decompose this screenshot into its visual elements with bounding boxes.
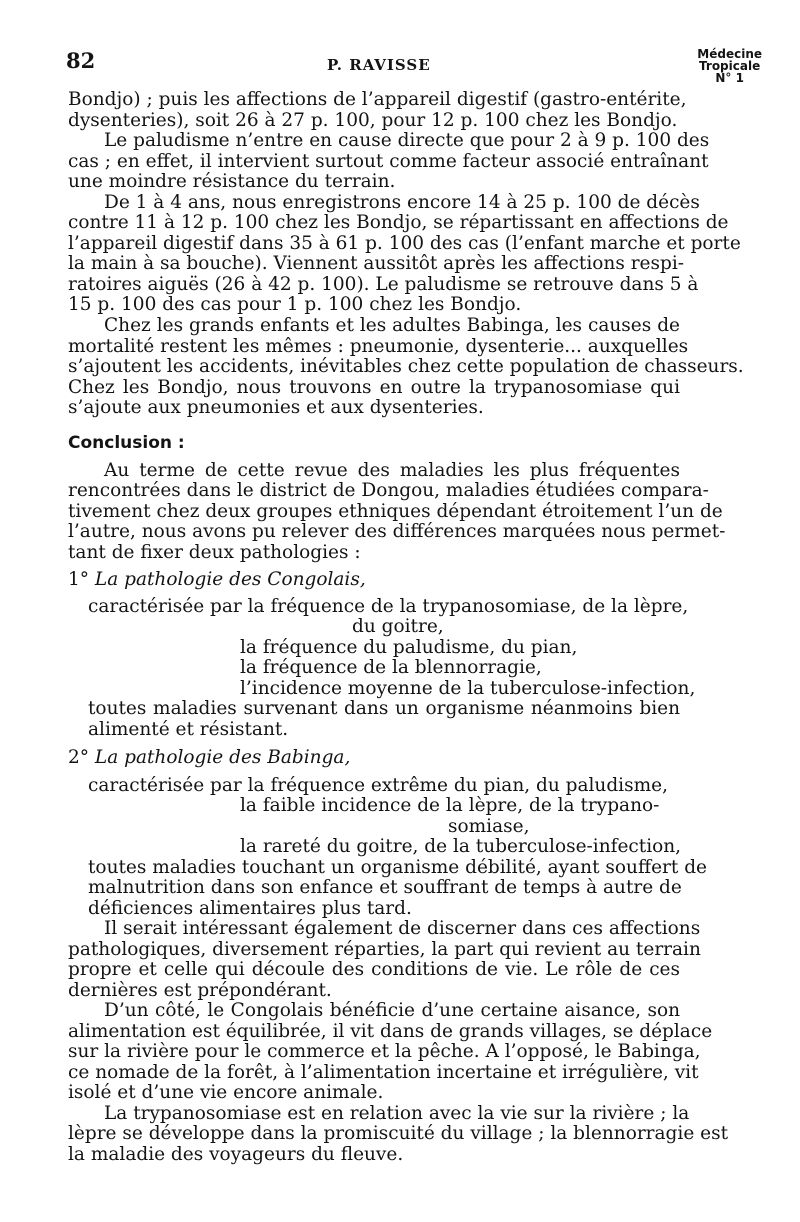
paragraph-line: De 1 à 4 ans, nous enregistrons encore 14 à 25 p. 100 de décès [104, 192, 700, 213]
paragraph-line: l’appareil digestif dans 35 à 61 p. 100 des cas (l’enfant marche et porte [68, 233, 741, 254]
list-item-heading: La pathologie des Congolais, [94, 569, 366, 590]
list-line: malnutrition dans son enfance et souffrant de temps à autre de [88, 877, 682, 898]
paragraph-line: s’ajoute aux pneumonies et aux dysenteries. [68, 397, 484, 418]
paragraph-line: une moindre résistance du terrain. [68, 171, 396, 192]
list-line: déficiences alimentaires plus tard. [88, 898, 412, 919]
paragraph-line: ce nomade de la forêt, à l’alimentation incertaine et irrégulière, vit [68, 1062, 699, 1083]
paragraph-line: l’autre, nous avons pu relever des différences marquées nous permet- [68, 521, 726, 542]
journal-line-1: Médecine [697, 47, 762, 61]
list-line: l’incidence moyenne de la tuberculose-infection, [240, 678, 696, 699]
paragraph-line: cas ; en effet, il intervient surtout comme facteur associé entraînant [68, 151, 709, 172]
section-heading: Conclusion : [68, 433, 185, 453]
paragraph-line: rencontrées dans le district de Dongou, maladies étudiées compara- [68, 480, 709, 501]
list-line: la faible incidence de la lèpre, de la trypano- [240, 795, 660, 816]
paragraph-line: tant de fixer deux pathologies : [68, 542, 361, 563]
list-line: caractérisée par la fréquence extrême du pian, du paludisme, [88, 775, 668, 796]
paragraph-line: tivement chez deux groupes ethniques dépendant étroitement l’un de [68, 501, 723, 522]
paragraph-line: la maladie des voyageurs du fleuve. [68, 1144, 404, 1165]
list-line: du goitre, [352, 616, 444, 637]
paragraph-line: Le paludisme n’entre en cause directe que pour 2 à 9 p. 100 des [104, 130, 710, 151]
journal-line-2: Tropicale [699, 59, 761, 73]
paragraph-line: Il serait intéressant également de discerner dans ces affections [104, 918, 701, 939]
paragraph-line: dysenteries), soit 26 à 27 p. 100, pour 12 p. 100 chez les Bondjo. [68, 110, 678, 131]
paragraph-line: contre 11 à 12 p. 100 chez les Bondjo, se répartissant en affections de [68, 212, 729, 233]
list-item-number: 2° [68, 747, 90, 768]
paragraph-line: La trypanosomiase est en relation avec la vie sur la rivière ; la [104, 1103, 690, 1124]
paragraph-line: dernières est prépondérant. [68, 980, 332, 1001]
list-line: alimenté et résistant. [88, 719, 289, 740]
list-line: la rareté du goitre, de la tuberculose-infection, [240, 836, 682, 857]
paragraph-line: s’ajoutent les accidents, inévitables chez cette population de chasseurs. [68, 356, 744, 377]
paragraph-line: Chez les grands enfants et les adultes Babinga, les causes de [104, 315, 680, 336]
journal-line-3: N° 1 [715, 71, 744, 85]
paragraph-line: Au terme de cette revue des maladies les plus fréquentes [104, 460, 680, 481]
paragraph-line: propre et celle qui découle des conditions de vie. Le rôle de ces [68, 959, 680, 980]
paragraph-line: lèpre se développe dans la promiscuité du village ; la blennorragie est [68, 1123, 729, 1144]
paragraph-line: alimentation est équilibrée, il vit dans de grands villages, se déplace [68, 1021, 713, 1042]
paragraph-line: D’un côté, le Congolais bénéficie d’une certaine aisance, son [104, 1000, 680, 1021]
paragraph-line: sur la rivière pour le commerce et la pêche. A l’opposé, le Babinga, [68, 1041, 701, 1062]
list-line: toutes maladies touchant un organisme débilité, ayant souffert de [88, 857, 707, 878]
journal-marker [697, 48, 762, 84]
paragraph-line: mortalité restent les mêmes : pneumonie, dysenterie... auxquelles [68, 336, 689, 357]
list-line: la fréquence du paludisme, du pian, [240, 637, 578, 658]
paragraph-line: 15 p. 100 des cas pour 1 p. 100 chez les Bondjo. [68, 294, 522, 315]
list-line: toutes maladies survenant dans un organisme néanmoins bien [88, 698, 680, 719]
paragraph-line: Chez les Bondjo, nous trouvons en outre la trypanosomiase qui [68, 377, 680, 398]
paragraph-line: la main à sa bouche). Viennent aussitôt après les affections respi- [68, 253, 685, 274]
list-item-heading: La pathologie des Babinga, [94, 747, 351, 768]
running-header-author: P. RAVISSE [327, 56, 431, 74]
list-line: caractérisée par la fréquence de la trypanosomiase, de la lèpre, [88, 596, 689, 617]
list-line: la fréquence de la blennorragie, [240, 657, 542, 678]
paragraph-line: isolé et d’une vie encore animale. [68, 1082, 384, 1103]
list-item-number: 1° [68, 569, 90, 590]
list-item-title [68, 748, 350, 768]
list-item-title [68, 570, 366, 590]
page-number: 82 [66, 48, 96, 73]
list-line: somiase, [448, 816, 530, 837]
paragraph-line: pathologiques, diversement réparties, la part qui revient au terrain [68, 939, 701, 960]
paragraph-line: Bondjo) ; puis les affections de l’appareil digestif (gastro-entérite, [68, 89, 687, 110]
paragraph-line: ratoires aiguës (26 à 42 p. 100). Le paludisme se retrouve dans 5 à [68, 274, 699, 295]
